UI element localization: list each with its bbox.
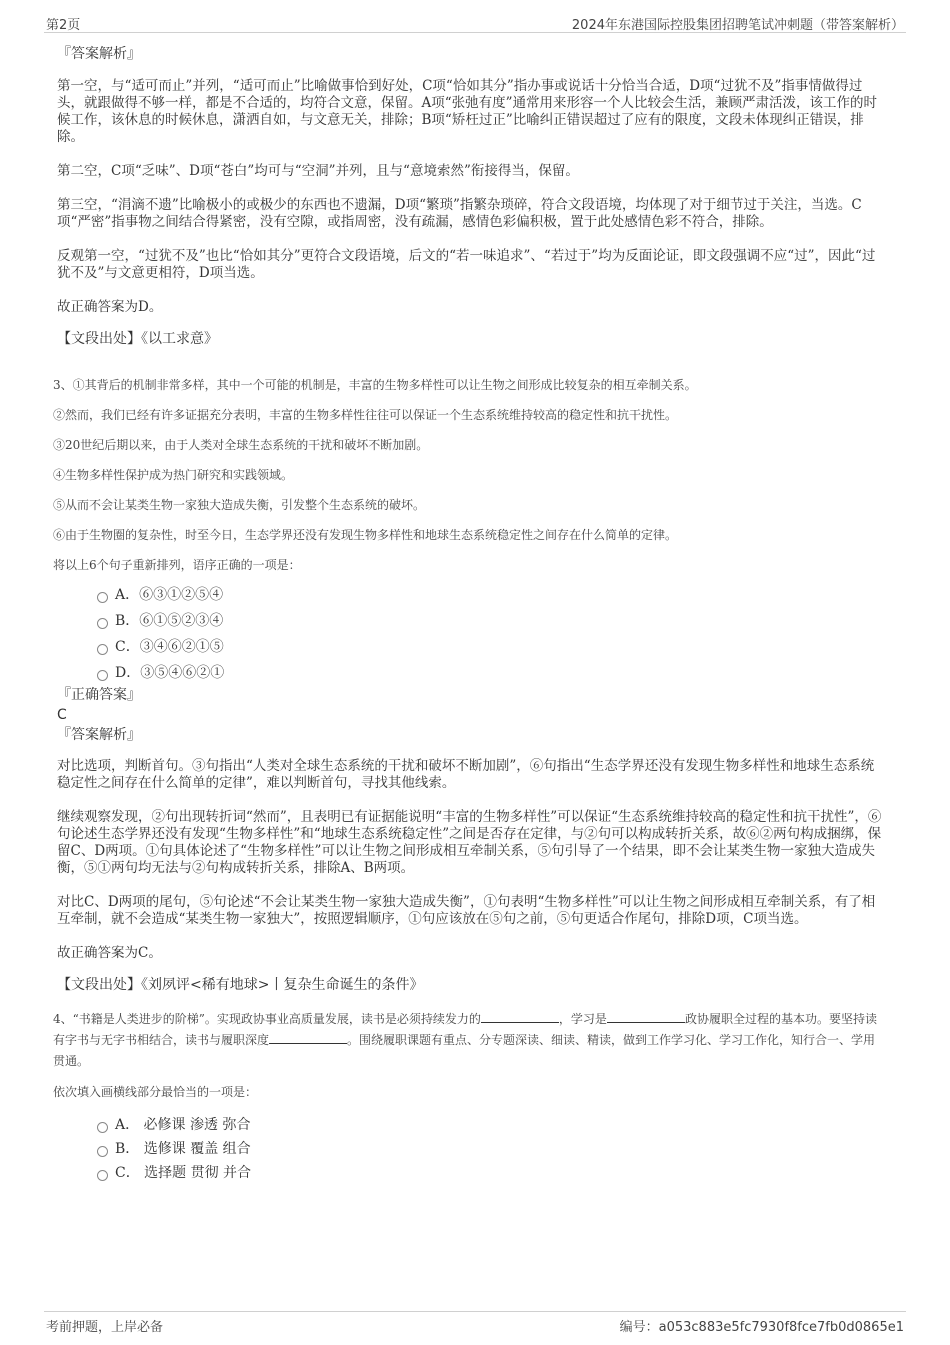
option-label: A．⑥③①②⑤④ [115,587,224,603]
option-label: C．③④⑥②①⑤ [115,639,224,655]
correct-answer-label: 『正确答案』 [57,687,141,703]
radio-button[interactable] [97,670,108,681]
radio-button[interactable] [97,1122,108,1133]
question-prompt: 依次填入画横线部分最恰当的一项是： [53,1085,258,1099]
fill-blank [269,1031,347,1044]
option-d[interactable] [57,663,887,683]
radio-button[interactable] [97,592,108,603]
question-sentence: ⑥由于生物圈的复杂性，时至今日，生态学界还没有发现生物多样性和地球生态系统稳定性之间存在什么简单的定律。 [53,528,678,542]
fill-blank [607,1010,685,1023]
option-a[interactable] [57,1115,887,1135]
answer-analysis-label: 『答案解析』 [57,727,141,743]
analysis-paragraph: 对比C、D两项的尾句，⑤句论述“不会让某类生物一家独大造成失衡”，①句表明“生物多样性”可以让生物之间形成相互牵制关系，有了相互牵制，就不会造成“某类生物一家独大”，按照逻辑顺序，①句应该放在⑤句之前，⑤句更适合作尾句，排除D项，C项当选。 [57,894,876,927]
option-label: C． 选择题 贯彻 并合 [115,1165,252,1181]
analysis-paragraph: 第三空，“涓滴不遗”比喻极小的或极少的东西也不遗漏，D项“繁琐”指繁杂琐碎，符合文段语境，均体现了对于细节过于关注，当选。C项“严密”指事物之间结合得紧密，没有空隙，或指周密，没有疏漏，感情色彩偏积极，置于此处感情色彩不符合，排除。 [57,197,862,230]
option-c[interactable] [57,637,887,657]
question-stem-part: ，学习是 [558,1012,607,1026]
radio-button[interactable] [97,644,108,655]
option-label: B．⑥①⑤②③④ [115,613,224,629]
question-stem [53,1009,887,1072]
document-title: 2024年东港国际控股集团招聘笔试冲刺题（带答案解析） [571,18,904,33]
page-header [44,10,906,33]
question-sentence: ④生物多样性保护成为热门研究和实践领域。 [53,468,294,482]
page-footer [44,1311,906,1338]
analysis-paragraph: 第一空，与“适可而止”并列，“适可而止”比喻做事恰到好处，C项“恰如其分”指办事或说话十分恰当合适，D项“过犹不及”指事情做得过头，就跟做得不够一样，都是不合适的，均符合文意，保留。A项“张弛有度”通常用来形容一个人比较会生活，兼顾严肃活泼，该工作的时候工作，该休息的时候休息，潇洒自如，与文意无关，排除；B项“矫枉过正”比喻纠正错误超过了应有的限度，文段未体现纠正错误，排除。 [57,78,878,145]
radio-button[interactable] [97,1146,108,1157]
option-b[interactable] [57,611,887,631]
answer-analysis-label: 『答案解析』 [57,46,141,62]
analysis-paragraph: 故正确答案为C。 [57,945,162,961]
source-citation: 【文段出处】《以工求意》 [57,331,218,347]
page-number: 第2页 [46,18,81,33]
question-sentence: ②然而，我们已经有许多证据充分表明，丰富的生物多样性往往可以保证一个生态系统维持较高的稳定性和抗干扰性。 [53,408,678,422]
source-citation: 【文段出处】《刘夙评<稀有地球>丨复杂生命诞生的条件》 [57,977,424,993]
option-label: D．③⑤④⑥②① [115,665,225,681]
analysis-paragraph: 对比选项，判断首句。③句指出“人类对全球生态系统的干扰和破坏不断加剧”，⑥句指出“生态学界还没有发现生物多样性和地球生态系统稳定性之间存在什么简单的定律”，难以判断首句，寻找其他线索。 [57,758,875,791]
question-stem-part: 。围绕履职课题有重点、分专题深读、细读、精读，做到工作学习化、学习工作化，知行合一、学用贯通。 [53,1033,876,1068]
option-label: B． 选修课 覆盖 组合 [115,1141,251,1157]
document-id: 编号：a053c883e5fc7930f8fce7fb0d0865e1 [619,1320,904,1335]
question-sentence: ③20世纪后期以来，由于人类对全球生态系统的干扰和破坏不断加剧。 [53,438,429,452]
analysis-paragraph: 继续观察发现，②句出现转折词“然而”，且表明已有证据能说明“丰富的生物多样性”可以保证“生态系统维持较高的稳定性和抗干扰性”，⑥句论述生态学界还没有发现“生物多样性”和“地球生态系统稳定性”之间是否存在定律，与②句可以构成转折关系，故⑥②两句构成捆绑，保留C、D两项。①句具体论述了“生物多样性”可以让生物之间形成相互牵制关系，⑤句引导了一个结果，即不会让某类生物一家独大造成失衡，⑤①两句均无法与②句构成转折关系，排除A、B两项。 [57,809,882,876]
analysis-paragraph: 第二空，C项“乏味”、D项“苍白”均可与“空洞”并列，且与“意境索然”衔接得当，保留。 [57,163,579,179]
fill-blank [481,1010,559,1023]
radio-button[interactable] [97,1170,108,1181]
radio-button[interactable] [97,618,108,629]
option-c[interactable] [57,1163,887,1183]
option-a[interactable] [57,585,887,605]
question-sentence: 3、①其背后的机制非常多样，其中一个可能的机制是，丰富的生物多样性可以让生物之间形成比较复杂的相互牵制关系。 [53,378,697,392]
option-b[interactable] [57,1139,887,1159]
correct-answer: C [57,707,67,723]
footer-slogan: 考前押题，上岸必备 [46,1320,164,1335]
question-stem-part: 4、“书籍是人类进步的阶梯”。实现政协事业高质量发展，读书是必须持续发力的 [53,1012,481,1026]
option-label: A． 必修课 渗透 弥合 [115,1117,251,1133]
question-stem-part: 政协履职全过程的基本功。要坚持读有字书与无字书相结合，读书与履职深度 [53,1012,877,1047]
document-body [53,44,887,1183]
question-sentence: ⑤从而不会让某类生物一家独大造成失衡，引发整个生态系统的破坏。 [53,498,426,512]
analysis-paragraph: 反观第一空，“过犹不及”也比“恰如其分”更符合文段语境，后文的“若一味追求”、“若过于”均为反面论证，即文段强调不应“过”，因此“过犹不及”与文意更相符，D项当选。 [57,248,876,281]
analysis-paragraph: 故正确答案为D。 [57,299,163,315]
question-prompt: 将以上6个句子重新排列，语序正确的一项是： [53,558,301,572]
